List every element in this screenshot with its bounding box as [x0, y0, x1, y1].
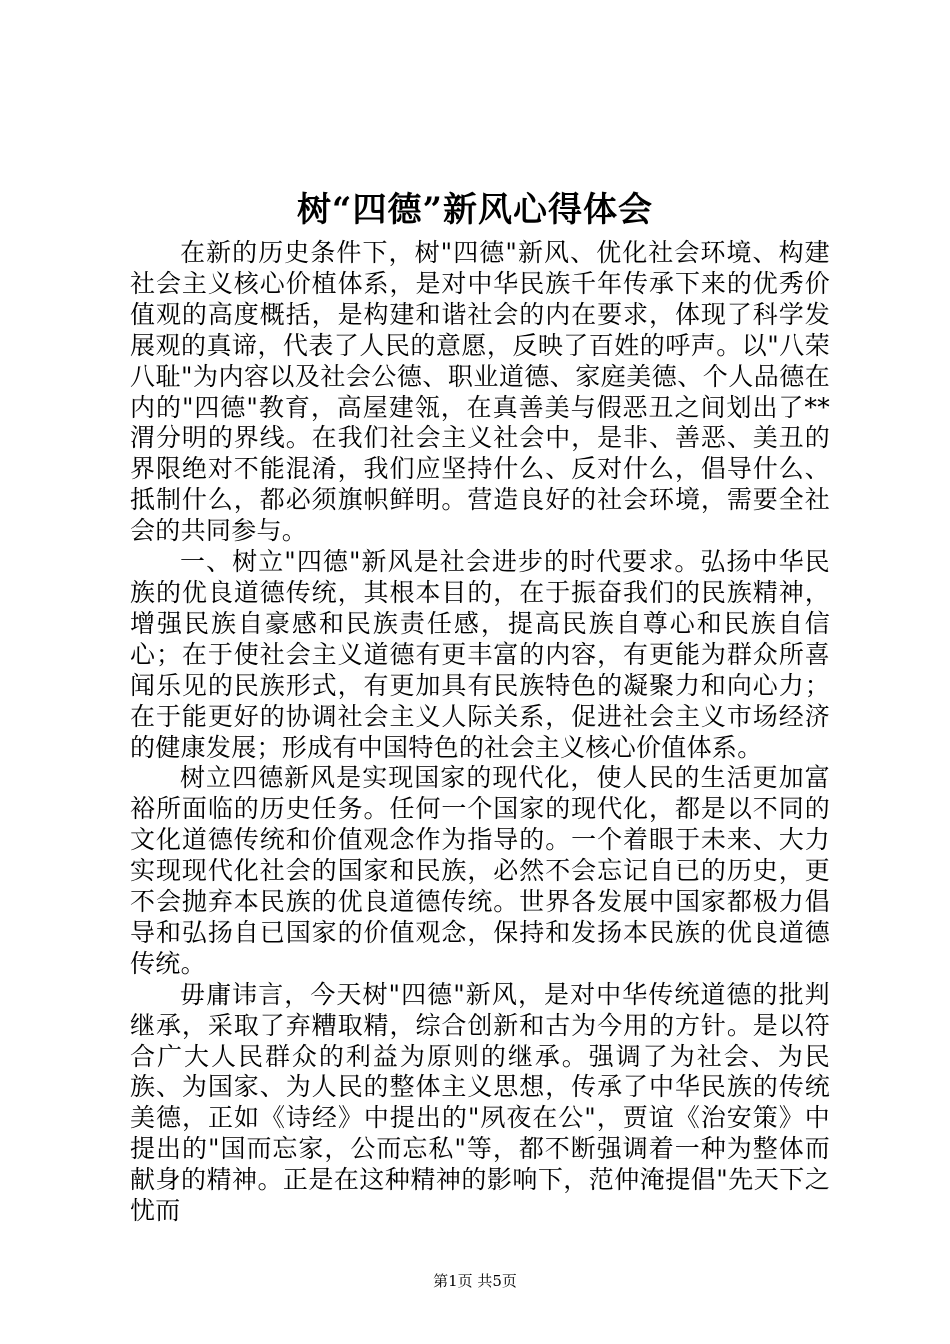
- paragraph-section-one: 一、树立"四德"新风是社会进步的时代要求。弘扬中华民族的优良道德传统，其根本目的，在于振奋我们的民族精神，增强民族自豪感和民族责任感，提高民族自尊心和民族自信心；在于使社会主义道德有更丰富的内容，有更能为群众所喜闻乐见的民族形式，有更加具有民族特色的凝聚力和向心力；在于能更好的协调社会主义人际关系，促进社会主义市场经济的健康发展；形成有中国特色的社会主义核心价值体系。: [130, 547, 830, 762]
- paragraph-modernization: 树立四德新风是实现国家的现代化，使人民的生活更加富裕所面临的历史任务。任何一个国家的现代化，都是以不同的文化道德传统和价值观念作为指导的。一个着眼于未来、大力实现现代化社会的国家和民族，必然不会忘记自已的历史，更不会抛弃本民族的优良道德传统。世界各发展中国家都极力倡导和弘扬自已国家的价值观念，保持和发扬本民族的优良道德传统。: [130, 763, 830, 978]
- document-body: [130, 238, 830, 1227]
- page-number-footer: 第1页 共5页: [433, 1272, 517, 1290]
- document-title: 树“四德”新风心得体会: [296, 190, 654, 230]
- paragraph-inheritance: 毋庸讳言，今天树"四德"新风，是对中华传统道德的批判继承，采取了弃糟取精，综合创新和古为今用的方针。是以符合广大人民群众的利益为原则的继承。强调了为社会、为民族、为国家、为人民的整体主义思想，传承了中华民族的传统美德，正如《诗经》中提出的"夙夜在公"，贾谊《治安策》中提出的"国而忘家，公而忘私"等，都不断强调着一种为整体而献身的精神。正是在这种精神的影响下，范仲淹提倡"先天下之忧而: [130, 979, 830, 1226]
- paragraph-intro: 在新的历史条件下，树"四德"新风、优化社会环境、构建社会主义核心价植体系，是对中华民族千年传承下来的优秀价值观的高度概括，是构建和谐社会的内在要求，体现了科学发展观的真谛，代表了人民的意愿，反映了百姓的呼声。以"八荣八耻"为内容以及社会公德、职业道德、家庭美德、个人品德在内的"四德"教育，高屋建瓴，在真善美与假恶丑之间划出了**渭分明的界线。在我们社会主义社会中，是非、善恶、美丑的界限绝对不能混淆，我们应坚持什么、反对什么，倡导什么、抵制什么，都必须旗帜鲜明。营造良好的社会环境，需要全社会的共同参与。: [130, 238, 830, 546]
